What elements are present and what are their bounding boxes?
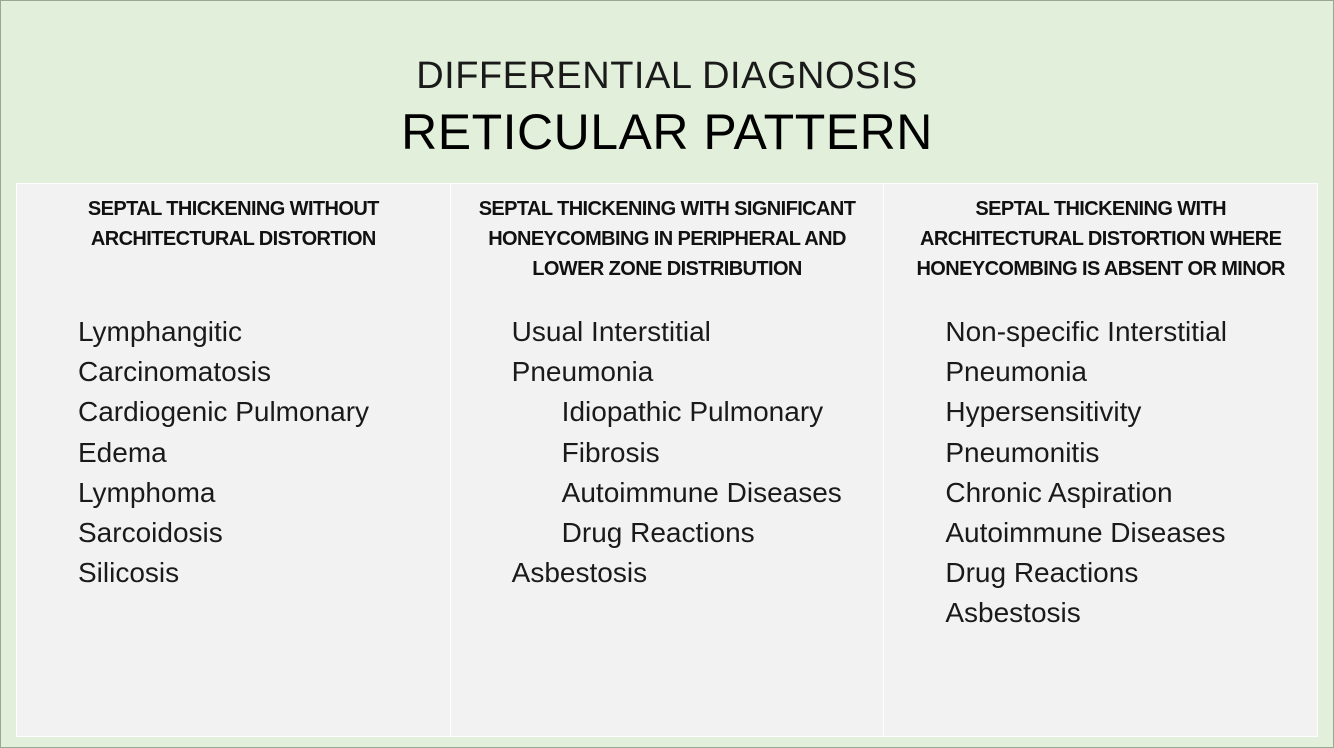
column-header-line: HONEYCOMBING IN PERIPHERAL AND xyxy=(488,228,846,250)
list-item: Silicosis xyxy=(78,557,180,589)
column-header-line: LOWER ZONE DISTRIBUTION xyxy=(532,258,802,280)
list-item: Pneumonia xyxy=(945,356,1087,388)
diagnosis-table xyxy=(16,183,1318,737)
slide-subtitle: RETICULAR PATTERN xyxy=(401,104,933,160)
list-item: Chronic Aspiration xyxy=(945,476,1173,508)
column-header-line: ARCHITECTURAL DISTORTION WHERE xyxy=(920,228,1282,250)
column-header-line: SEPTAL THICKENING WITHOUT xyxy=(87,198,379,220)
diagnosis-list xyxy=(945,312,1307,634)
list-item: Non-specific Interstitial xyxy=(945,316,1227,347)
column-header-line: ARCHITECTURAL DISTORTION xyxy=(90,228,376,250)
list-item: Cardiogenic Pulmonary xyxy=(78,396,370,428)
column-without-distortion xyxy=(17,184,451,736)
list-subitem: Fibrosis xyxy=(561,436,660,468)
list-item: Hypersensitivity xyxy=(945,396,1142,428)
column-header-line: SEPTAL THICKENING WITH SIGNIFICANT xyxy=(478,198,856,220)
list-item: Asbestosis xyxy=(945,597,1081,629)
list-item: Usual Interstitial xyxy=(511,316,711,347)
list-subitem: Autoimmune Diseases xyxy=(561,476,842,508)
list-subitem: Idiopathic Pulmonary xyxy=(561,396,824,428)
list-item: Lymphangitic xyxy=(78,316,242,347)
column-header-line: HONEYCOMBING IS ABSENT OR MINOR xyxy=(916,258,1285,280)
column-header-line: SEPTAL THICKENING WITH xyxy=(975,198,1226,220)
list-item: Pneumonitis xyxy=(945,436,1100,468)
list-item: Lymphoma xyxy=(78,476,216,508)
list-item: Carcinomatosis xyxy=(78,356,271,388)
diagnosis-list xyxy=(78,312,440,593)
column-header xyxy=(892,194,1309,284)
list-item: Edema xyxy=(78,436,167,468)
list-item: Asbestosis xyxy=(511,557,648,589)
column-with-honeycombing xyxy=(451,184,885,736)
list-subitem: Drug Reactions xyxy=(561,517,755,549)
slide-title: DIFFERENTIAL DIAGNOSIS xyxy=(416,55,918,97)
list-item: Autoimmune Diseases xyxy=(945,517,1226,549)
column-honeycombing-absent xyxy=(884,184,1317,736)
column-header xyxy=(25,194,442,254)
list-item: Pneumonia xyxy=(511,356,654,388)
column-header xyxy=(459,194,876,284)
diagnosis-list xyxy=(512,312,874,593)
list-item: Sarcoidosis xyxy=(78,517,223,549)
list-item: Drug Reactions xyxy=(945,557,1139,589)
